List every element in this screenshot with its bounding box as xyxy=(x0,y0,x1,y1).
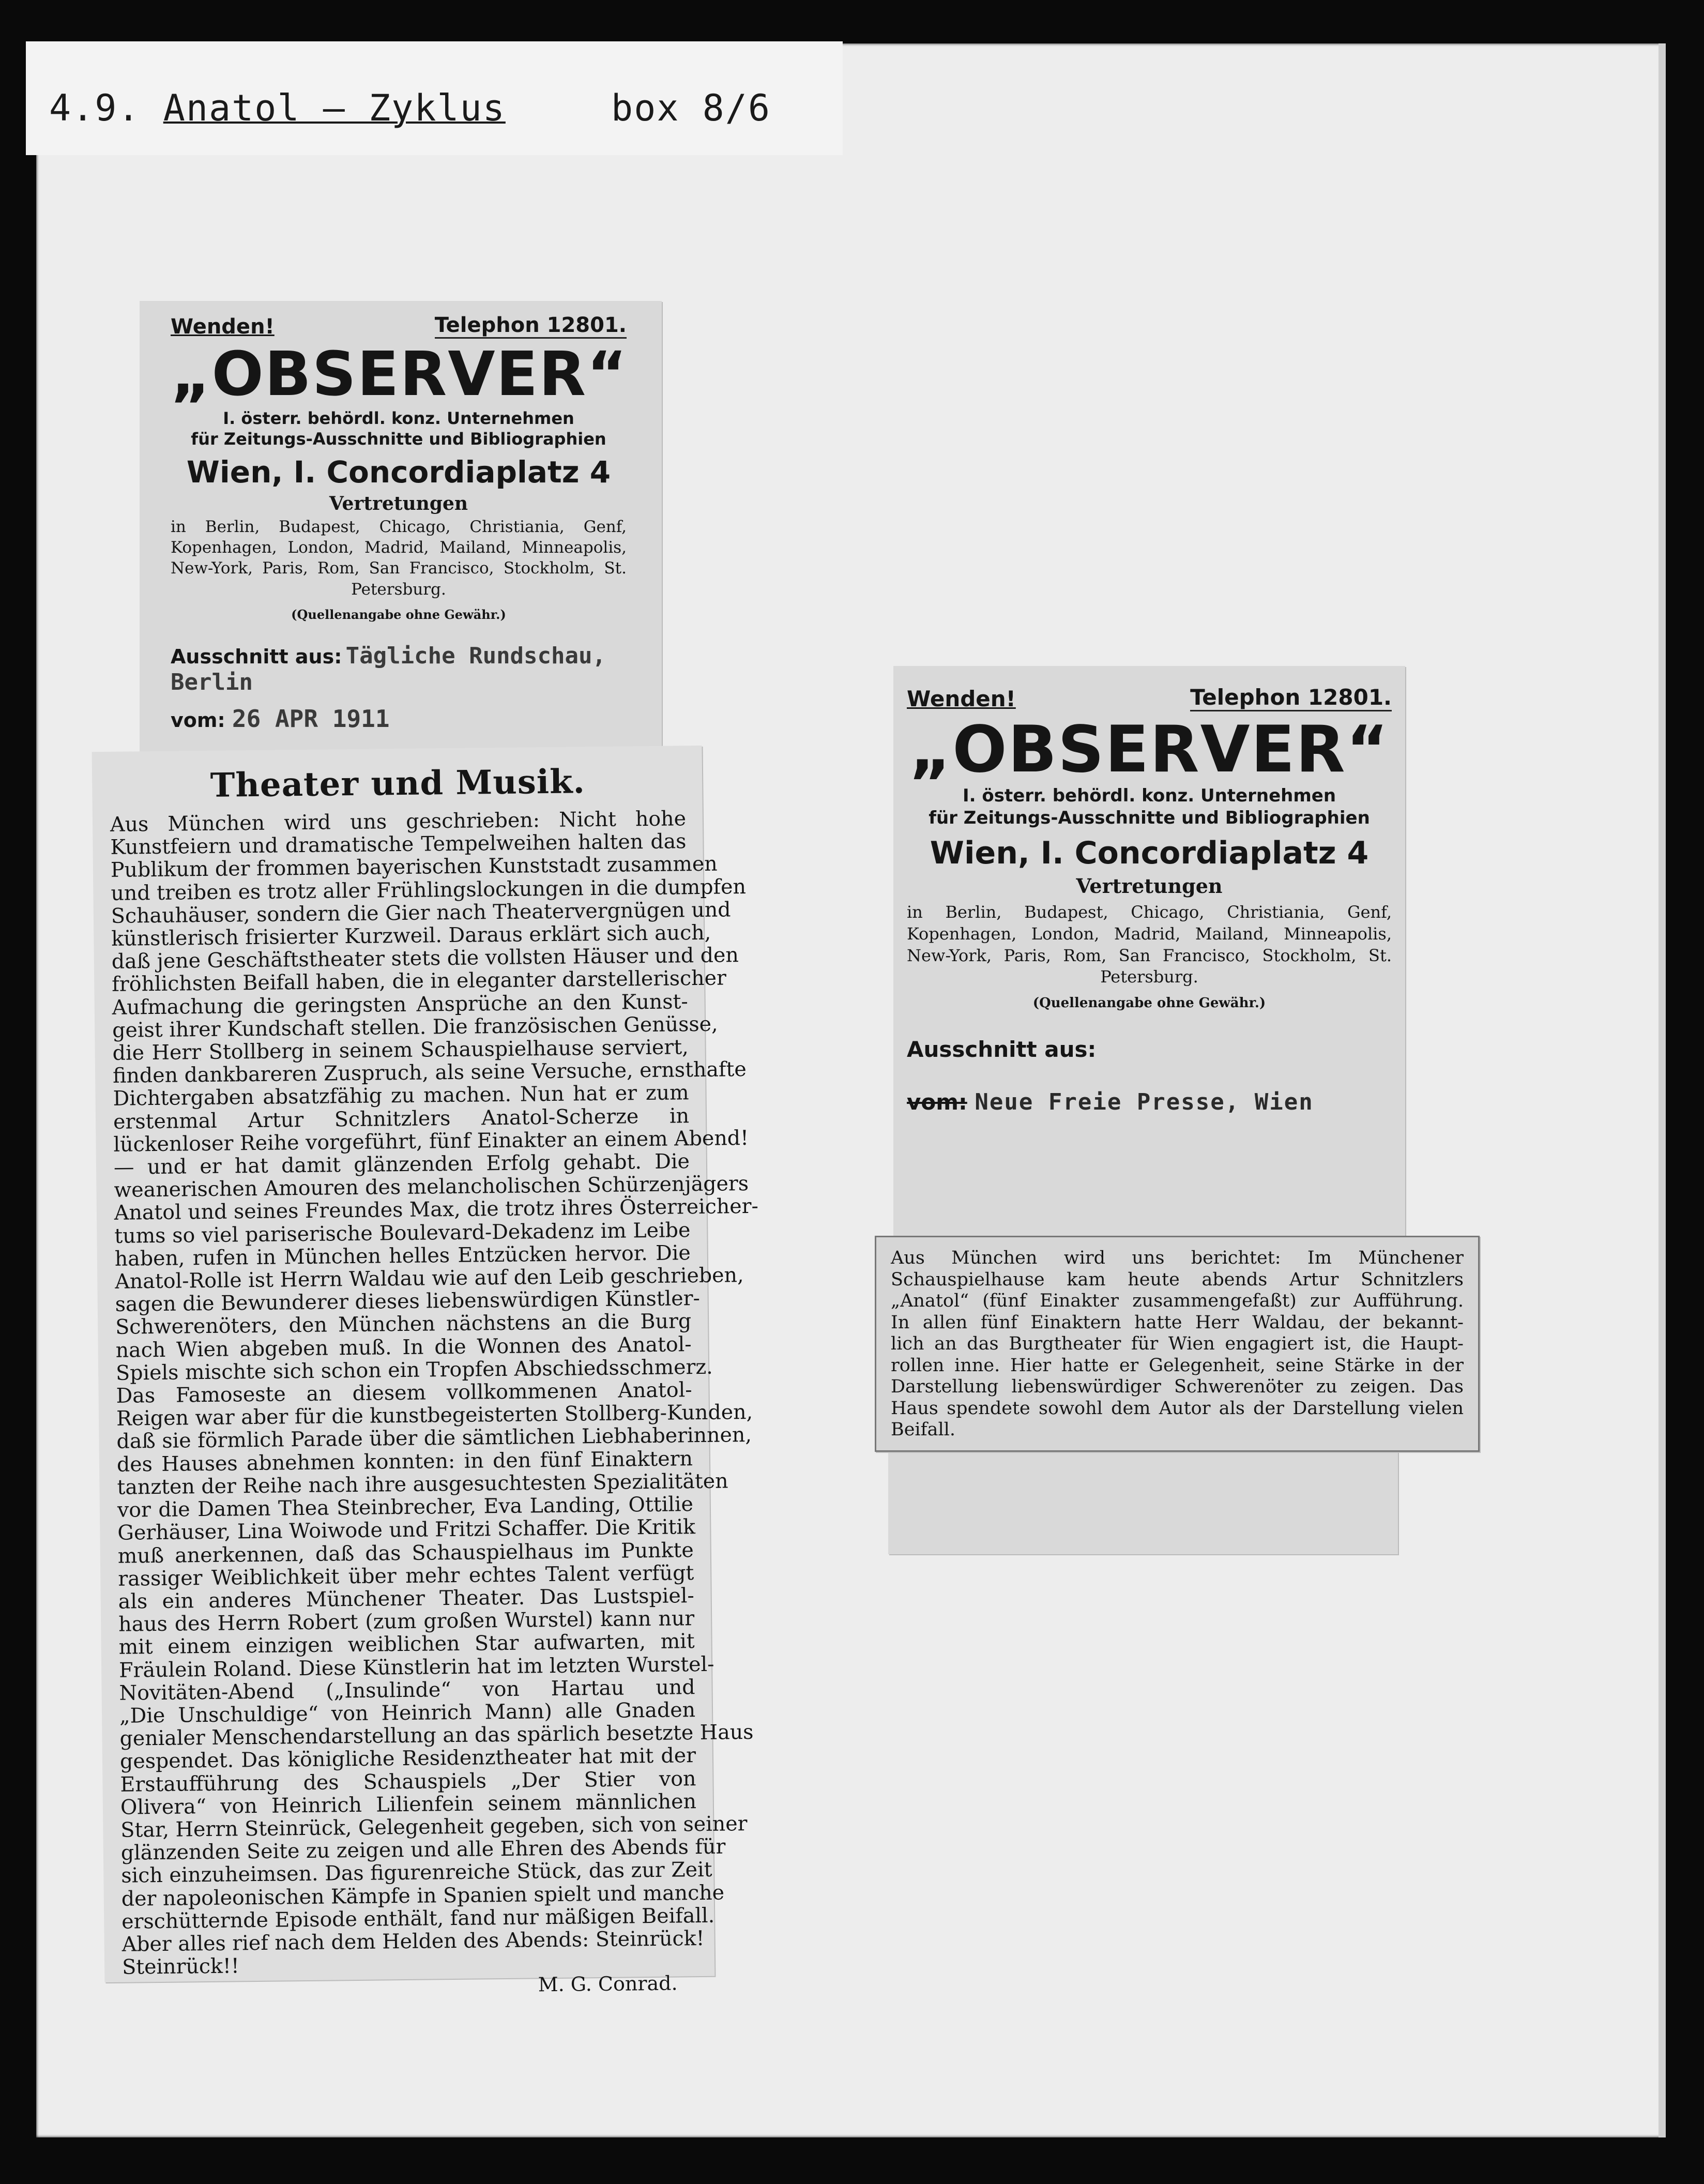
vom-label: vom: xyxy=(171,708,225,732)
cities-list: in Berlin, Budapest, Chicago, Christiania, Genf, Kopenhagen, London, Madrid, Mailand, Minneapolis, New-York, Paris, Rom, San Francisco, Stockholm, St. Petersburg. xyxy=(907,902,1392,987)
article-line: Olivera“ von Heinrich Lilienfein seinem männlichen xyxy=(120,1789,697,1819)
sheet-right-edge xyxy=(1659,43,1666,2137)
article-line: rassiger Weiblichkeit über mehr echtes Talent verfügt xyxy=(118,1560,694,1591)
ausschnitt-row xyxy=(907,1037,1392,1062)
ausschnitt-row xyxy=(171,643,627,695)
article-line: geist ihrer Kundschaft stellen. Die französischen Genüsse, xyxy=(112,1012,718,1042)
observer-brand: „OBSERVER“ xyxy=(171,338,628,410)
vom-row xyxy=(907,1089,1392,1115)
ausschnitt-label: Ausschnitt aus: xyxy=(907,1036,1097,1062)
article-line: Steinrück!! xyxy=(121,1954,239,1979)
article-line: tanzten der Reihe nach ihre ausgesuchtesten Spezialitäten xyxy=(117,1469,728,1499)
article-line: — und er hat damit glänzenden Erfolg gehabt. Die xyxy=(113,1149,690,1179)
ausschnitt-label: Ausschnitt aus: xyxy=(171,645,342,668)
article-line: „Anatol“ (fünf Einakter zusammengefaßt) zur Aufführung. xyxy=(891,1291,1464,1311)
article-line: In allen fünf Einaktern hatte Herr Waldau, der bekannt- xyxy=(891,1312,1464,1333)
vertretungen-label: Vertretungen xyxy=(1076,874,1223,898)
wenden-label: Wenden! xyxy=(907,686,1016,711)
source-stamp: Tägliche Rundschau, Berlin xyxy=(171,642,606,695)
article-clipping-2 xyxy=(875,1236,1480,1452)
article-line: Anatol und seines Freundes Max, die trotz ihres Österreicher- xyxy=(114,1194,759,1225)
article-line: des Hauses abnehmen konnten: in den fünf Einaktern xyxy=(116,1446,693,1477)
company-line-1: I. österr. behördl. konz. Unternehmen xyxy=(223,408,574,428)
company-line-2: für Zeitungs-Ausschnitte und Bibliographien xyxy=(191,429,606,449)
article-line: haus des Herrn Robert (zum großen Wurstel) kann nur xyxy=(118,1606,695,1636)
article-line: Schauspielhause kam heute abends Artur Schnitzlers xyxy=(891,1269,1464,1290)
observer-toprow xyxy=(907,685,1392,711)
article-line: Star, Herrn Steinrück, Gelegenheit gegeben, sich von seiner xyxy=(120,1812,748,1842)
article-signature: M. G. Conrad. xyxy=(538,1971,678,1996)
article-line: Reigen war aber für die kunstbegeisterten Stollberg-Kunden, xyxy=(116,1400,753,1431)
article-line: Gerhäuser, Lina Woiwode und Fritzi Schaffer. Die Kritik xyxy=(117,1515,696,1545)
quellen-note: (Quellenangabe ohne Gewähr.) xyxy=(291,606,506,622)
quellen-note: (Quellenangabe ohne Gewähr.) xyxy=(1032,995,1266,1011)
vertretungen-label: Vertretungen xyxy=(329,492,468,514)
article-line: Haus spendete sowohl dem Autor als der Darstellung vielen xyxy=(891,1398,1464,1419)
article-line: Beifall. xyxy=(891,1419,955,1440)
article-body xyxy=(110,807,759,1979)
article-line: und treiben es trotz aller Frühlingslockungen in die dumpfen xyxy=(111,874,747,905)
telephone-label: Telephon 12801. xyxy=(435,313,627,339)
article-line: daß jene Geschäftstheater stets die vollsten Häuser und den xyxy=(111,943,739,974)
article-line: gespendet. Das königliche Residenztheater hat mit der xyxy=(119,1743,696,1774)
company-address: Wien, I. Concordiaplatz 4 xyxy=(930,835,1369,872)
article-line: erschütternde Episode enthält, fand nur mäßigen Beifall. xyxy=(121,1903,715,1934)
article-line: Erstaufführung des Schauspiels „Der Stier von xyxy=(120,1766,696,1797)
article-line: Aber alles rief nach dem Helden des Abends: Steinrück! xyxy=(121,1926,705,1957)
article-line: als ein anderes Münchener Theater. Das Lustspiel- xyxy=(118,1584,694,1614)
article-body xyxy=(891,1248,1464,1441)
source-stamp: Neue Freie Presse, Wien xyxy=(975,1088,1314,1115)
article-clipping-1 xyxy=(92,746,759,1996)
article-line: lückenloser Reihe vorgeführt, fünf Einakter an einem Abend! xyxy=(113,1126,749,1157)
article-line: tums so viel pariserische Boulevard-Dekadenz im Leibe xyxy=(114,1218,691,1248)
article-line: erstenmal Artur Schnitzlers Anatol-Scherze in xyxy=(113,1103,690,1134)
article-line: Darstellung liebenswürdiger Schwerenöter zu zeigen. Das xyxy=(891,1376,1464,1397)
article-line: Fräulein Roland. Diese Künstlerin hat im letzten Wurstel- xyxy=(118,1652,714,1682)
article-line: finden dankbareren Zuspruch, als seine Versuche, ernsthafte xyxy=(112,1057,747,1088)
clipping-2-lower-edge xyxy=(888,1443,1398,1554)
article-line: muß anerkennen, daß das Schauspielhaus im Punkte xyxy=(117,1538,694,1568)
article-line: Schauhäuser, sondern die Gier nach Theatervergnügen und xyxy=(111,898,731,928)
telephone-label: Telephon 12801. xyxy=(1190,685,1392,711)
article-line: nach Wien abgeben muß. In die Wonnen des Anatol- xyxy=(115,1332,692,1362)
header-number: 4.9. xyxy=(49,87,141,129)
article-line: der napoleonischen Kämpfe in Spanien spielt und manche xyxy=(121,1880,725,1911)
article-line: Spiels mischte sich schon ein Tropfen Abschiedsschmerz. xyxy=(115,1355,713,1385)
company-address: Wien, I. Concordiaplatz 4 xyxy=(186,454,611,490)
observer-brand: „OBSERVER“ xyxy=(909,712,1390,787)
article-line: Publikum der frommen bayerischen Kunststadt zusammen xyxy=(110,852,718,883)
header-box: box 8/6 xyxy=(611,87,771,129)
article-line: Aus München wird uns geschrieben: Nicht hohe xyxy=(110,807,687,837)
article-line: Kunstfeiern und dramatische Tempelweihen halten das xyxy=(110,829,687,860)
company-line-1: I. österr. behördl. konz. Unternehmen xyxy=(962,785,1336,807)
cities-list: in Berlin, Budapest, Chicago, Christiania, Genf, Kopenhagen, London, Madrid, Mailand, Minneapolis, New-York, Paris, Rom, San Francisco, Stockholm, St. Petersburg. xyxy=(171,517,627,599)
article-line: weanerischen Amouren des melancholischen Schürzenjägers xyxy=(114,1172,749,1203)
wenden-label: Wenden! xyxy=(171,315,275,339)
vom-label: vom: xyxy=(907,1089,967,1115)
article-line: künstlerisch frisierter Kurzweil. Daraus erklärt sich auch, xyxy=(111,920,711,951)
observer-clipping-1 xyxy=(140,301,662,763)
article-line: rollen inne. Hier hatte er Gelegenheit, seine Stärke in der xyxy=(891,1355,1464,1376)
article-heading: Theater und Musik. xyxy=(210,762,586,805)
article-line: Aufmachung die geringsten Ansprüche an den Kunst- xyxy=(112,989,688,1020)
article-line: die Herr Stollberg in seinem Schauspielhause serviert, xyxy=(112,1035,689,1065)
company-line-2: für Zeitungs-Ausschnitte und Bibliographien xyxy=(929,807,1370,828)
article-line: haben, rufen in München helles Entzücken hervor. Die xyxy=(114,1241,691,1271)
archive-header xyxy=(49,87,771,129)
article-line: Das Famoseste an diesem vollkommenen Anatol- xyxy=(116,1378,692,1408)
article-line: lich an das Burgtheater für Wien engagiert ist, die Haupt- xyxy=(891,1333,1464,1354)
article-line: Dichtergaben absatzfähig zu machen. Nun hat er zum xyxy=(113,1081,689,1111)
date-stamp: 26 APR 1911 xyxy=(232,704,390,733)
observer-toprow xyxy=(171,313,627,339)
header-title: Anatol – Zyklus xyxy=(163,87,506,129)
article-line: fröhlichsten Beifall haben, die in eleganter darstellerischer xyxy=(112,966,727,997)
vom-row xyxy=(171,705,627,733)
article-line: Aus München wird uns berichtet: Im Münchener xyxy=(891,1248,1464,1268)
article-line: Novitäten-Abend („Insulinde“ von Hartau und xyxy=(119,1675,695,1705)
article-line: sagen die Bewunderer dieses liebenswürdigen Künstler- xyxy=(115,1286,701,1317)
article-line: „Die Unschuldige“ von Heinrich Mann) alle Gnaden xyxy=(119,1698,696,1728)
article-line: genialer Menschendarstellung an das spärlich besetzte Haus xyxy=(119,1720,754,1751)
article-line: mit einem einzigen weiblichen Star aufwarten, mit xyxy=(118,1629,695,1660)
article-line: glänzenden Seite zu zeigen und alle Ehren des Abends für xyxy=(120,1834,726,1865)
article-line: Anatol-Rolle ist Herrn Waldau wie auf den Leib geschrieben, xyxy=(115,1263,744,1294)
article-line: daß sie förmlich Parade über die sämtlichen Liebhaberinnen, xyxy=(116,1423,752,1454)
article-line: vor die Damen Thea Steinbrecher, Eva Landing, Ottilie xyxy=(117,1492,694,1522)
observer-clipping-2 xyxy=(893,666,1405,1263)
article-line: Schwerenöters, den München nächstens an die Burg xyxy=(115,1309,692,1340)
article-line: sich einzuheimsen. Das figurenreiche Stück, das zur Zeit xyxy=(121,1858,712,1888)
